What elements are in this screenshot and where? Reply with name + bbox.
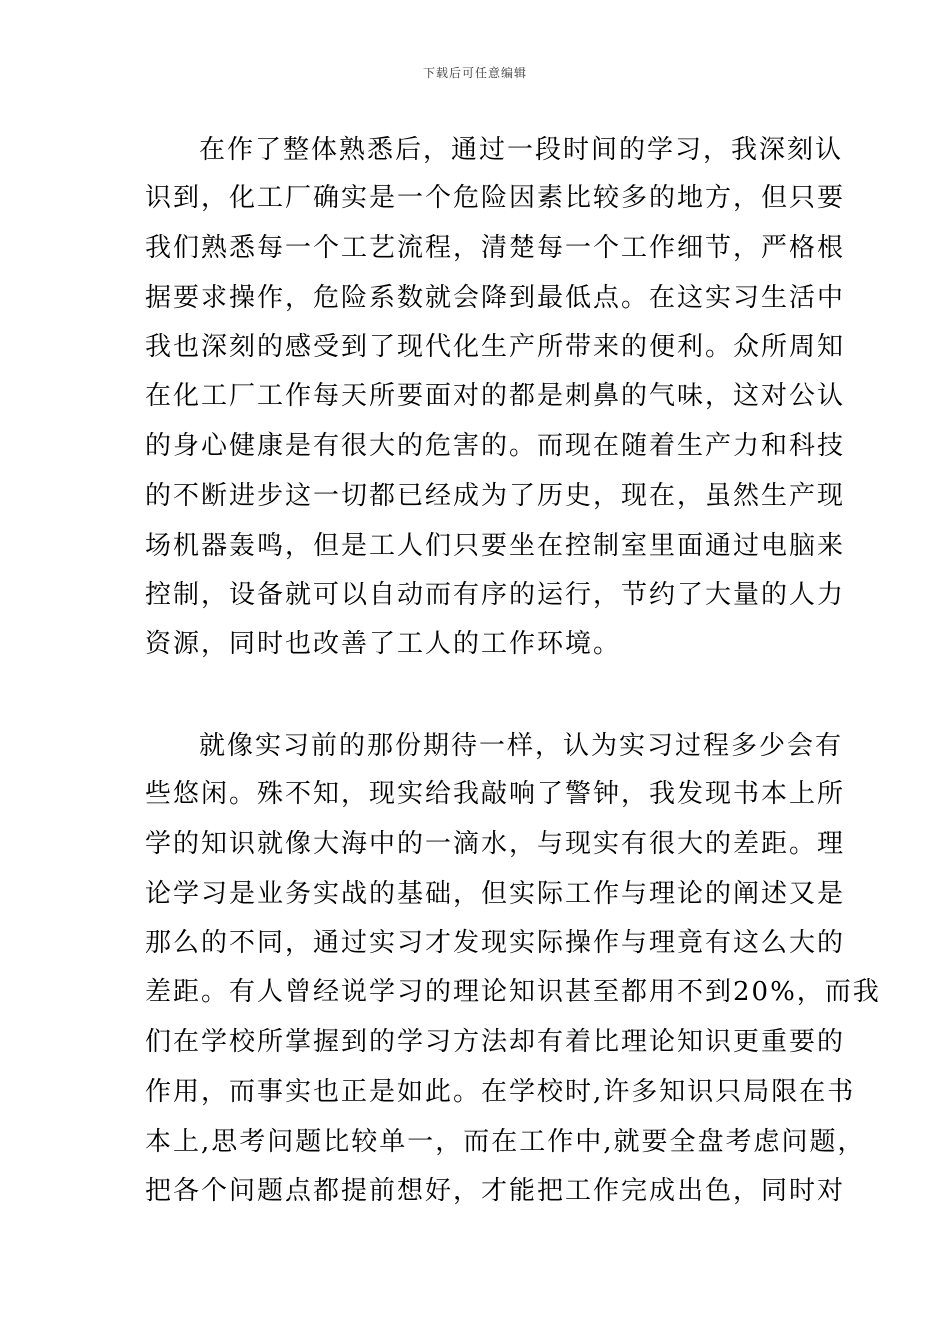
paragraph-1-line-11: 资源，同时也改善了工人的工作环境。 xyxy=(145,629,622,659)
paragraph-2-line-5: 那么的不同，通过实习才发现实际操作与理竟有这么大的 xyxy=(145,928,846,958)
paragraph-1-line-8: 的不断进步这一切都已经成为了历史，现在，虽然生产现 xyxy=(145,481,846,511)
paragraph-2-line-10: 把各个问题点都提前想好，才能把工作完成出色，同时对 xyxy=(145,1176,846,1206)
paragraph-1-line-3: 我们熟悉每一个工艺流程，清楚每一个工作细节，严格根 xyxy=(145,233,846,263)
paragraph-1-line-1: 在作了整体熟悉后，通过一段时间的学习，我深刻认 xyxy=(199,135,844,165)
paragraph-2-line-7: 们在学校所掌握到的学习方法却有着比理论知识更重要的 xyxy=(145,1027,846,1057)
paragraph-2-line-1: 就像实习前的那份期待一样，认为实习过程多少会有 xyxy=(199,731,844,761)
paragraph-1-line-6: 在化工厂工作每天所要面对的都是刺鼻的气味，这对公认 xyxy=(145,381,846,411)
paragraph-2-line-6: 差距。有人曾经说学习的理论知识甚至都用不到20%，而我 xyxy=(145,977,881,1007)
paragraph-2-line-3: 学的知识就像大海中的一滴水，与现实有很大的差距。理 xyxy=(145,829,846,859)
paragraph-1-line-2: 识到，化工厂确实是一个危险因素比较多的地方，但只要 xyxy=(145,183,846,213)
paragraph-1-line-10: 控制，设备就可以自动而有序的运行，节约了大量的人力 xyxy=(145,580,846,610)
paragraph-2-line-4: 论学习是业务实战的基础，但实际工作与理论的阐述又是 xyxy=(145,879,846,909)
paragraph-1-line-7: 的身心健康是有很大的危害的。而现在随着生产力和科技 xyxy=(145,431,846,461)
paragraph-2-line-2: 些悠闲。殊不知，现实给我敲响了警钟，我发现书本上所 xyxy=(145,779,846,809)
paragraph-1-line-9: 场机器轰鸣，但是工人们只要坐在控制室里面通过电脑来 xyxy=(145,531,846,561)
paragraph-1-line-5: 我也深刻的感受到了现代化生产所带来的便利。众所周知 xyxy=(145,332,846,362)
paragraph-2-line-9: 本上,思考问题比较单一，而在工作中,就要全盘考虑问题， xyxy=(145,1127,866,1157)
page-header: 下载后可任意编辑 xyxy=(422,66,527,80)
paragraph-2-line-8: 作用，而事实也正是如此。在学校时,许多知识只局限在书 xyxy=(145,1077,856,1107)
paragraph-1-line-4: 据要求操作，危险系数就会降到最低点。在这实习生活中 xyxy=(145,283,846,313)
